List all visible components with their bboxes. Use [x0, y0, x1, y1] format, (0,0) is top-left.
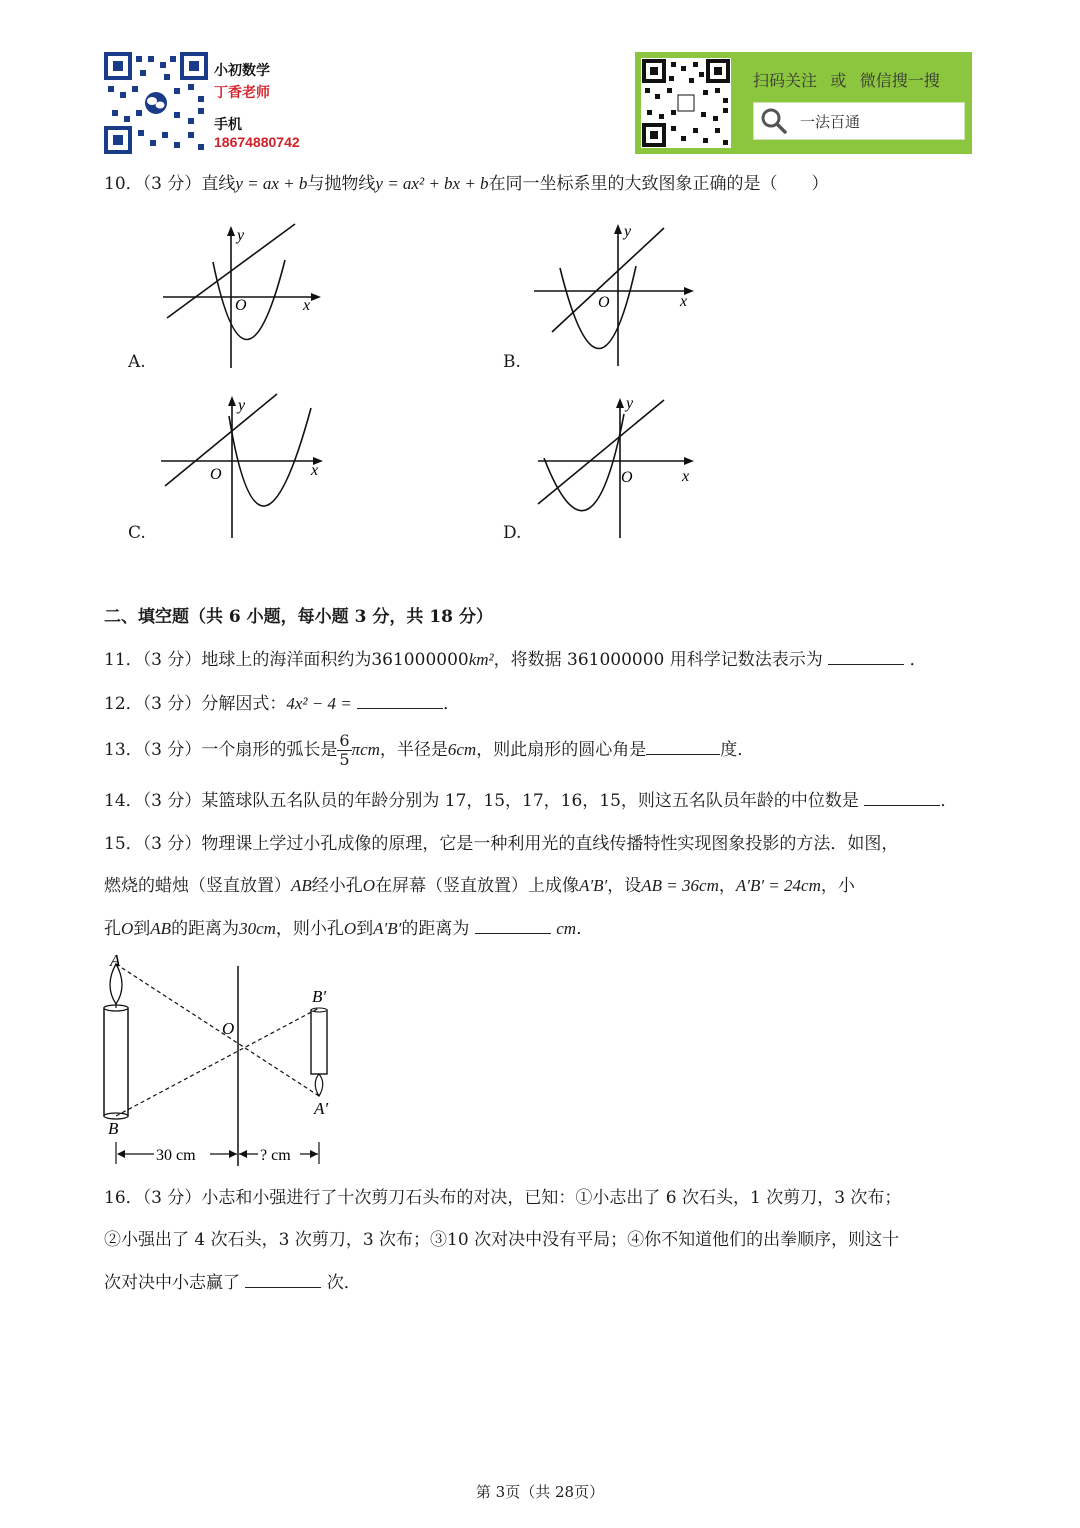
label-A: A	[110, 951, 121, 970]
q10-option-a-graph	[155, 220, 330, 370]
q15-line3: 孔O到AB的距离为30cm，则小孔O到A′B′的距离为 cm．	[104, 919, 594, 939]
q14: 14．（3 分）某篮球队五名队员的年龄分别为 17，15，17，16，15，则这五名队员年龄的中位数是 ．	[104, 791, 958, 811]
section2-title: 二、填空题（共 6 小题，每小题 3 分，共 18 分）	[104, 607, 493, 627]
axis-x-label: x	[680, 293, 688, 310]
header-teacher: 丁香老师	[214, 84, 270, 100]
axis-x-label: x	[303, 297, 311, 314]
q10-stem: 10．（3 分）直线y = ax + b与抛物线y = ax² + bx + b在同一坐标系里的大致图象正确的是（ ）	[104, 174, 829, 194]
flame	[110, 964, 122, 1004]
qr-code-left	[104, 52, 208, 154]
q12: 12．（3 分）分解因式：4x² − 4 = ．	[104, 694, 461, 714]
q11-answer-blank[interactable]	[828, 648, 904, 665]
q16-line3: 次对决中小志赢了 次．	[104, 1273, 361, 1293]
qr-code-right	[641, 58, 731, 148]
q10-option-d-label[interactable]: D.	[503, 523, 522, 543]
q12-answer-blank[interactable]	[357, 692, 443, 709]
q13-answer-blank[interactable]	[646, 738, 720, 755]
scan-follow-text: 扫码关注 或 微信搜一搜	[753, 73, 940, 90]
q10-option-c-graph	[155, 390, 335, 540]
q16-line2: ②小强出了 4 次石头，3 次剪刀，3 次布；③10 次对决中没有平局；④你不知道他们的出拳顺序，则这十	[104, 1230, 900, 1250]
origin-label: O	[598, 294, 610, 311]
origin-label: O	[210, 466, 222, 483]
q10-option-b-graph	[530, 218, 705, 368]
distance-unknown: ? cm	[260, 1147, 291, 1164]
wechat-search-box[interactable]	[753, 102, 965, 140]
q15-answer-blank[interactable]	[475, 917, 551, 934]
axis-y-label: y	[626, 395, 634, 412]
distance-30cm: 30 cm	[156, 1147, 196, 1164]
inverted-image	[311, 1010, 327, 1074]
axis-x-label: x	[682, 468, 690, 485]
axis-y-label: y	[624, 223, 632, 240]
header-phone-label: 手机	[214, 116, 242, 132]
origin-label: O	[235, 297, 247, 314]
q14-answer-blank[interactable]	[864, 789, 940, 806]
q10-option-d-graph	[532, 392, 707, 542]
wechat-search-banner	[635, 52, 972, 154]
label-B: B	[108, 1119, 119, 1138]
label-A-prime: A′	[314, 1099, 329, 1118]
pinhole-figure	[98, 950, 348, 1172]
q15-line2: 燃烧的蜡烛（竖直放置）AB经小孔O在屏幕（竖直放置）上成像A′B′，设AB = 36cm，A′B′ = 24cm，小	[104, 876, 855, 896]
header-phone: 18674880742	[214, 134, 300, 150]
q16-answer-blank[interactable]	[245, 1271, 321, 1288]
q13: 13．（3 分）一个扇形的弧长是 $\frac{6}{5}$ πcm，半径是6cm，则此扇形的圆心角是 度．	[104, 731, 755, 769]
q10-option-c-label[interactable]: C.	[128, 523, 146, 543]
origin-label: O	[621, 469, 633, 486]
page-footer: 第 3页（共 28页）	[475, 1483, 605, 1501]
header-title: 小初数学	[214, 62, 270, 78]
q10-option-b-label[interactable]: B.	[503, 352, 521, 372]
axis-y-label: y	[238, 397, 246, 414]
q16-line1: 16．（3 分）小志和小强进行了十次剪刀石头布的对决，已知：①小志出了 6 次石头，1 次剪刀，3 次布；	[104, 1188, 902, 1208]
q15-line1: 15．（3 分）物理课上学过小孔成像的原理，它是一种利用光的直线传播特性实现图象投影的方法．如图，	[104, 834, 899, 854]
label-B-prime: B′	[312, 987, 327, 1006]
candle	[104, 1008, 128, 1116]
q10-option-a-label[interactable]: A.	[128, 352, 146, 372]
q11: 11．（3 分）地球上的海洋面积约为361000000km²，将数据 361000000 用科学记数法表示为 ．	[104, 650, 927, 670]
search-term: 一法百通	[800, 114, 861, 131]
axis-y-label: y	[237, 227, 245, 244]
axis-x-label: x	[311, 462, 319, 479]
search-icon	[760, 107, 788, 135]
fraction: $\frac{6}{5}$	[339, 731, 350, 769]
label-O: O	[222, 1019, 235, 1038]
